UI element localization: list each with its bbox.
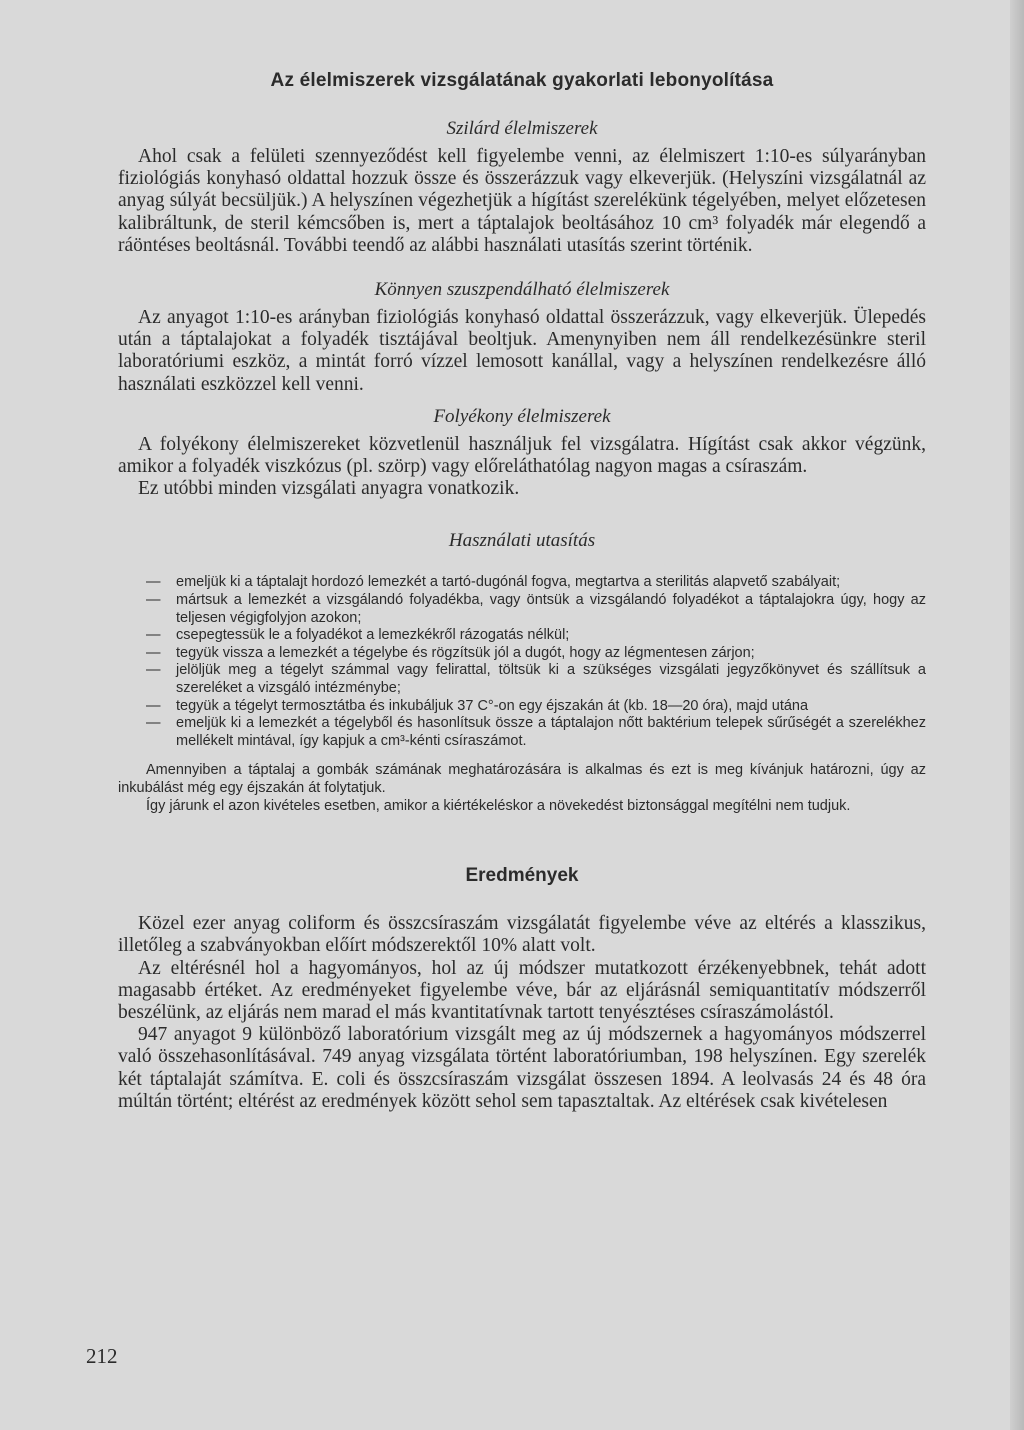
paragraph-liquid-2: Ez utóbbi minden vizsgálati anyagra vonatkozik.	[138, 478, 520, 500]
note-exceptional: Így járunk el azon kivételes esetben, amikor a kiértékeléskor a növekedést biztonsággal megítélni nem tudjuk.	[146, 797, 851, 814]
paragraph-results-1: Közel ezer anyag coliform és összcsíraszám vizsgálatát figyelembe véve az eltérés a klasszikus, illetőleg a szabványokban előírt módszerektől 10% alatt volt.	[118, 913, 926, 957]
paragraph-suspendable: Az anyagot 1:10-es arányban fiziológiás konyhasó oldattal összerázzuk, vagy elkeverjük. Ülepedés után a táptalajokat a folyadék tisztájával beoltjuk. Amenynyiben nem áll rendelkezésünkre steril laboratóriumi eszköz, a mintát forró vízzel lemosott kanállal, vagy a helyszínen rendelkezésre álló használati eszközzel kell venni.	[118, 307, 926, 395]
section-heading-solid: Szilárd élelmiszerek	[446, 118, 598, 139]
section-heading-usage: Használati utasítás	[448, 530, 596, 552]
paragraph-results-2: Az eltérésnél hol a hagyományos, hol az új módszer mutatkozott érzékenyebbnek, tehát adott magasabb értéket. Az eredményeket figyelembe véve, bár az eljárásnál semiquantitatív módszerről beszélünk, az eljárás nem marad el más kvantitatívnak tartott tenyésztéses csíraszámolástól.	[118, 957, 926, 1023]
usage-notes	[118, 762, 926, 815]
page-title: Az élelmiszerek vizsgálatának gyakorlati lebonyolítása	[270, 70, 774, 91]
list-item: — jelöljük meg a tégelyt számmal vagy felirattal, töltsük ki a szükséges vizsgálati jegyzőkönyvet és szállítsuk a szereléket a vizsgáló intézménybe;	[146, 662, 926, 696]
results-section	[118, 913, 926, 1113]
note-fungi: Amennyiben a táptalaj a gombák számának meghatározására is alkalmas és ezt is meg kívánjuk határozni, úgy az inkubálást még egy éjszakán át folytatjuk.	[118, 762, 926, 796]
list-item: — tegyük a tégelyt termosztátba és inkubáljuk 37 C°-on egy éjszakán át (kb. 18—20 óra), majd utána	[146, 697, 809, 714]
list-item: — mártsuk a lemezkét a vizsgálandó folyadékba, vagy öntsük a vizsgálandó folyadékot a táptalajokra úgy, hogy az teljesen végigfolyjon azokon;	[146, 592, 926, 626]
list-item: — emeljük ki a táptalajt hordozó lemezkét a tartó-dugónál fogva, megtartva a sterilitás alapvető szabályait;	[146, 574, 841, 591]
page-number: 212	[86, 1344, 118, 1368]
paragraph-liquid-1: A folyékony élelmiszereket közvetlenül használjuk fel vizsgálatra. Hígítást csak akkor végzünk, amikor a folyadék viszkózus (pl. szörp) vagy előreláthatólag nagyon magas a csíraszám.	[118, 433, 926, 478]
paragraph-solid: Ahol csak a felületi szennyeződést kell figyelembe venni, az élelmiszert 1:10-es súlyarányban fiziológiás konyhasó oldattal hozzuk össze és összerázzuk vagy elkeverjük. (Helyszíni vizsgálatnál az anyag súlyát becsüljük.) A helyszínen végezhetjük a hígítást szerelékünk tégelyében, melyet előzetesen kalibráltunk, de steril kémcsőben is, mert a táptalajok beoltásához 10 cm³ folyadék már elegendő a ráöntéses beoltásnál. További teendő az alábbi használati utasítás szerint történik.	[118, 146, 926, 256]
list-item: — csepegtessük le a folyadékot a lemezkékről rázogatás nélkül;	[146, 627, 570, 644]
usage-steps-list	[118, 574, 926, 750]
section-heading-results: Eredmények	[465, 865, 579, 887]
section-heading-liquid: Folyékony élelmiszerek	[433, 405, 611, 427]
list-item: — tegyük vissza a lemezkét a tégelybe és rögzítsük jól a dugót, hogy az légmentesen zárjon;	[146, 644, 755, 661]
page-content	[118, 70, 926, 1113]
page-edge-shadow	[1010, 0, 1024, 1430]
section-heading-suspendable: Könnyen szuszpendálható élelmiszerek	[374, 279, 670, 301]
paragraph-results-3: 947 anyagot 9 különböző laboratórium vizsgált meg az új módszernek a hagyományos módszerrel való összehasonlításával. 749 anyag vizsgálata történt laboratóriumban, 198 helyszínen. Egy szerelék két táptalaját számítva. E. coli és összcsíraszám vizsgálat összesen 1894. A leolvasás 24 és 48 óra múltán történt; eltérést az eredmények között sehol sem tapasztaltak. Az eltérések csak kivételesen	[118, 1024, 926, 1112]
list-item: — emeljük ki a lemezkét a tégelyből és hasonlítsuk össze a táptalajon nőtt baktérium telepek sűrűségét a szerelékhez mellékelt mintával, így kapjuk a cm³-kénti csíraszámot.	[146, 715, 926, 749]
